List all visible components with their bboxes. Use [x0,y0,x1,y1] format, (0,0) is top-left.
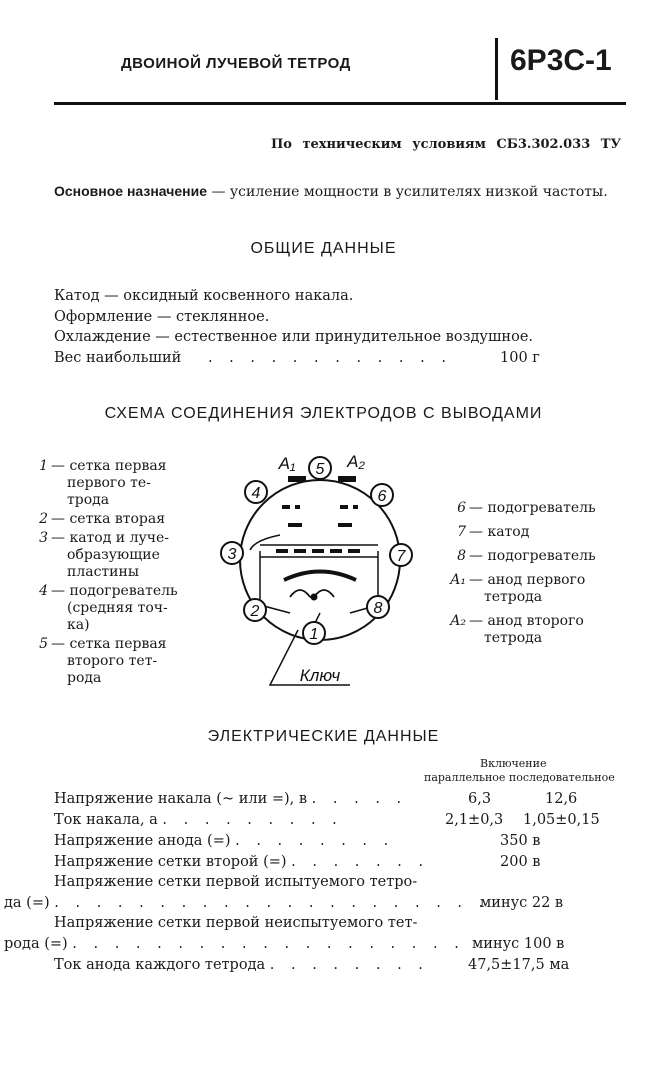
purpose-text: — усиление мощности в усилителях низкой частоты. [207,184,608,200]
pin-label-2: 2 [250,603,260,620]
pin-label-8: 8 [373,600,383,617]
grid1-tested-value: минус 22 в [480,895,564,911]
pin-label-3: 3 [227,546,237,563]
row-grid1-untested: Напряжение сетки первой неиспытуемого тет- [54,915,418,931]
row-heater-current: Ток накала, а . . . . . . . . . [54,812,343,828]
connection-subheader: параллельное последовательное [424,771,615,784]
row-anode-voltage: Напряжение анода (=) . . . . . . . . [54,833,395,849]
heater-current-parallel: 2,1±0,3 [445,812,504,828]
header-divider-vertical [495,38,498,100]
anode-current-value: 47,5±17,5 ма [468,957,570,973]
legend-item-7: 7 — катод [457,524,530,540]
pin-label-6: 6 [377,488,387,505]
heater-current-series: 1,05±0,15 [523,812,600,828]
purpose-paragraph [54,180,622,203]
legend-item-6: 6 — подогреватель [457,500,596,516]
legend-right [448,500,638,647]
pin-label-7: 7 [396,548,406,565]
row-anode-current: Ток анода каждого тетрода . . . . . . . . [54,957,429,973]
pin-label-1: 1 [309,626,319,643]
heater-voltage-parallel: 6,3 [468,791,492,807]
weight-label: Вес наибольший [54,350,182,366]
legend-item-a1: A₁ — анод первого тетрода [450,572,586,605]
legend-item-a2: A₂ — анод второго тетрода [450,613,584,646]
general-design: Оформление — стеклянное. [54,309,270,325]
anode-1-label: A₁ [278,454,296,473]
row-grid1-untested-cont: рода (=) . . . . . . . . . . . . . . . . . . . [4,936,465,952]
anode-2-label: A₂ [347,452,365,471]
tube-pinout-diagram [210,445,450,695]
purpose-label: Основное назначение [54,183,208,199]
legend-left [30,458,200,687]
heater-voltage-series: 12,6 [545,791,578,807]
spec-reference: По техническим условиям СБ3.302.033 ТУ [270,137,621,152]
general-cathode: Катод — оксидный косвенного накала. [54,288,354,304]
electrical-heading: ЭЛЕКТРИЧЕСКИЕ ДАННЫЕ [207,728,440,745]
grid1-untested-value: минус 100 в [472,936,565,952]
row-grid2-voltage: Напряжение сетки второй (=) . . . . . . . [54,854,430,870]
page-title: ДВОИНОЙ ЛУЧЕВОЙ ТЕТРОД [121,55,351,72]
general-heading: ОБЩИЕ ДАННЫЕ [250,240,397,257]
legend-item-2: 2 — сетка вторая [39,511,166,527]
weight-value: 100 г [500,350,540,366]
header-rule [54,102,626,105]
general-cooling: Охлаждение — естественное или принудительное воздушное. [54,329,534,345]
pin-label-4: 4 [251,485,261,502]
connection-header: Включение [480,757,547,770]
general-weight-row: Вес наибольший . . . . . . . . . . . . [54,350,452,366]
legend-item-4: 4 — подогреватель (средняя точ- ка) [39,583,178,633]
anode-voltage-value: 350 в [500,833,541,849]
legend-item-1: 1 — сетка первая первого те- трода [39,458,167,508]
legend-item-3: 3 — катод и луче- образующие пластины [39,530,169,580]
grid2-voltage-value: 200 в [500,854,541,870]
legend-item-8: 8 — подогреватель [457,548,596,564]
row-heater-voltage: Напряжение накала (~ или =), в . . . . . [54,791,408,807]
pin-label-5: 5 [315,461,325,478]
tube-model: 6Р3С-1 [510,44,612,77]
row-grid1-tested-cont: да (=) . . . . . . . . . . . . . . . . . . . . . [4,895,490,911]
scheme-heading: СХЕМА СОЕДИНЕНИЯ ЭЛЕКТРОДОВ С ВЫВОДАМИ [104,405,543,422]
key-label: Ключ [299,666,341,685]
row-grid1-tested: Напряжение сетки первой испытуемого тетро- [54,874,418,890]
legend-item-5: 5 — сетка первая второго тет- рода [39,636,167,686]
